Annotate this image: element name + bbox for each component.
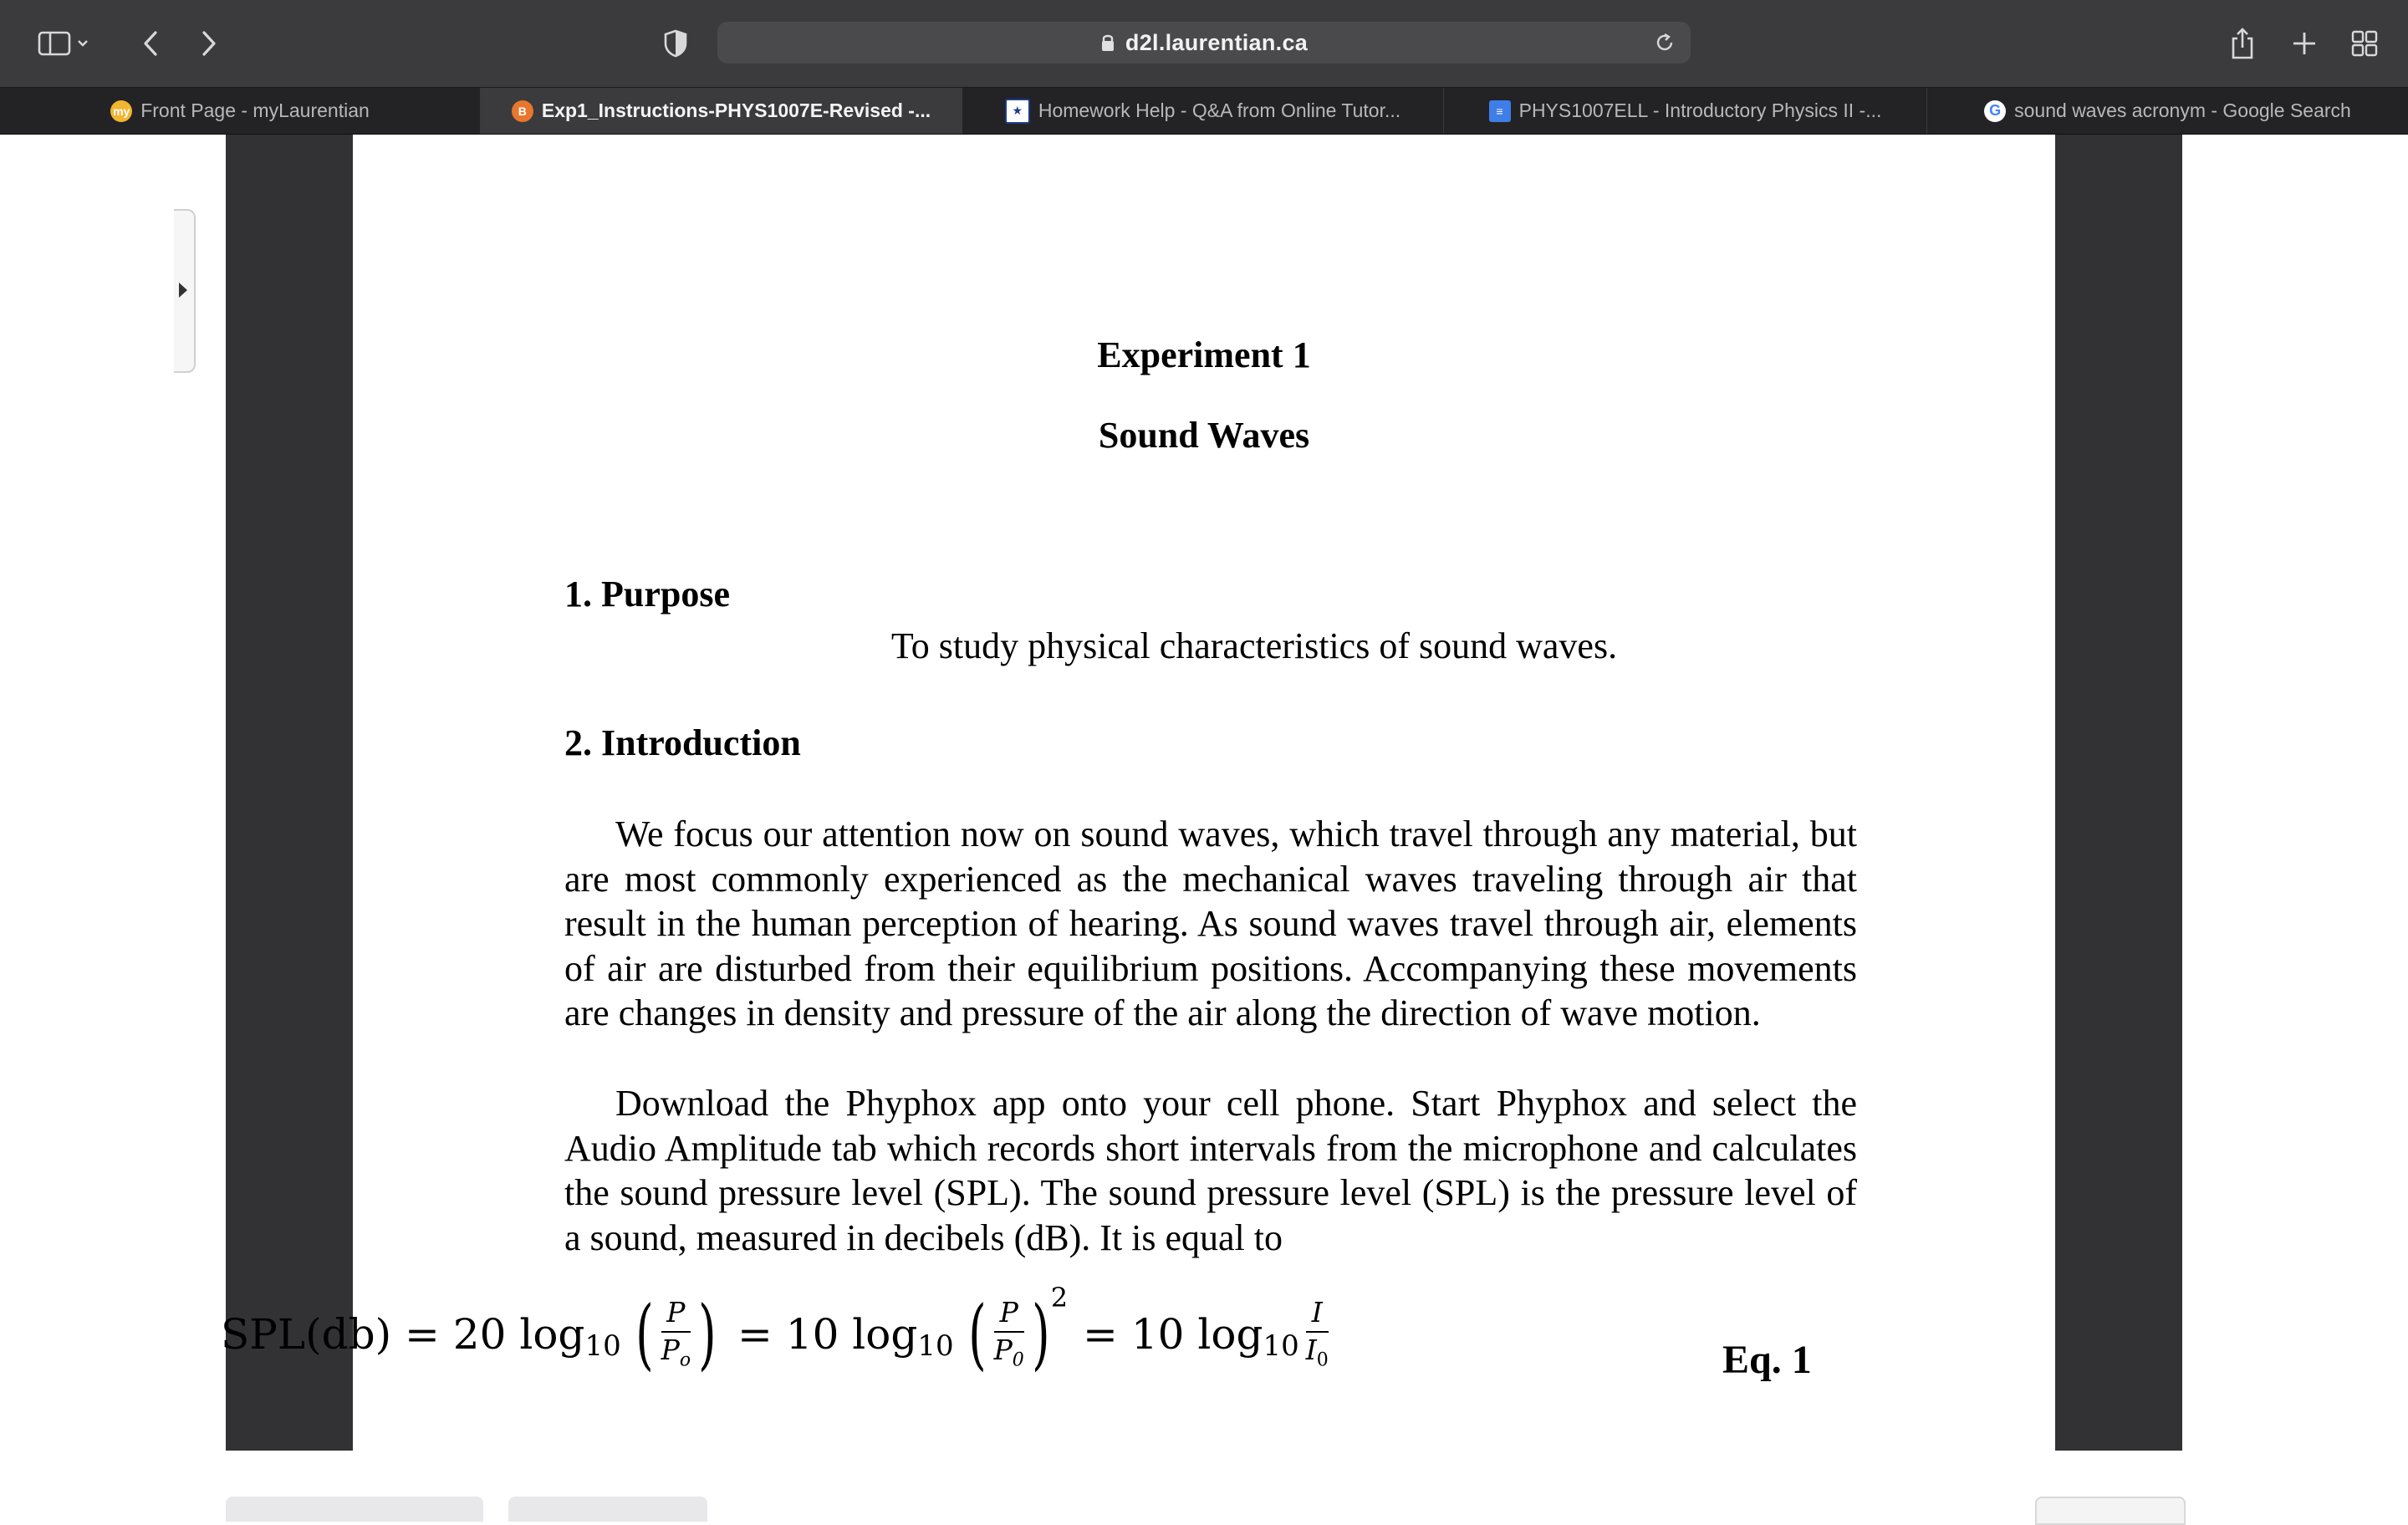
new-tab-button[interactable]	[2288, 18, 2321, 69]
triangle-right-icon	[177, 281, 189, 299]
tab-label: sound waves acronym - Google Search	[2014, 99, 2351, 121]
forward-button[interactable]	[192, 18, 226, 69]
grid-icon	[2350, 29, 2379, 58]
intro-paragraph-1: We focus our attention now on sound waves, which travel through any material, but are most commonly experienced as the mechanical waves traveling through air that result in the human perception of hearing. As sound waves travel through air, elements of air are disturbed from their equilibrium positions. Accompanying these movements are changes in density and pressure of the air along the direction of wave motion.	[564, 814, 1857, 1034]
sidebar-toggle-button[interactable]	[30, 18, 97, 69]
tab-label: Exp1_Instructions-PHYS1007E-Revised -...	[541, 99, 931, 121]
document-title: Experiment 1	[1097, 334, 1311, 375]
log-base: 10	[1263, 1329, 1299, 1363]
tab-bar	[0, 88, 2408, 135]
url-text: d2l.laurentian.ca	[1125, 29, 1309, 55]
tab-exp1-instructions[interactable]	[480, 88, 962, 134]
address-bar[interactable]	[717, 22, 1691, 64]
section-heading-purpose: 1. Purpose	[564, 574, 730, 615]
tab-label: Front Page - myLaurentian	[140, 99, 370, 121]
pressure-ratio: $\frac{P}{P_o}$	[661, 1296, 691, 1371]
plus-icon	[2291, 30, 2318, 57]
equation-lhs: SPL(db) = 20 log	[221, 1310, 585, 1359]
brightspace-icon: B	[512, 100, 533, 122]
pressure-ratio-squared: $\frac{P}{P_0}$	[993, 1296, 1024, 1371]
tab-homework-help[interactable]	[962, 88, 1443, 134]
spl-equation: SPL(db) = 20 log 10 ( $\frac{P}{P_o}$ ) = 10 log 10 ( $\frac{P}{P_0}$ ) 2 = 10 log 10 $\frac{I}{I_0}$	[221, 1282, 1329, 1379]
sidebar-handle[interactable]	[174, 209, 196, 373]
reload-icon[interactable]	[1654, 32, 1676, 54]
share-icon	[2229, 27, 2256, 60]
chevron-left-icon	[139, 28, 162, 59]
chevron-down-icon	[74, 35, 91, 52]
google-icon: G	[1984, 100, 2006, 122]
tab-overview-button[interactable]	[2348, 18, 2381, 69]
intensity-ratio: $\frac{I}{I_0}$	[1305, 1296, 1329, 1371]
log-base: 10	[584, 1329, 621, 1363]
pdf-viewer-gutter-right	[2055, 135, 2182, 1451]
share-button[interactable]	[2226, 18, 2259, 69]
lock-icon	[1100, 33, 1115, 53]
privacy-report-button[interactable]	[659, 18, 692, 69]
pdf-page	[353, 135, 2055, 1451]
chevron-right-icon	[197, 28, 221, 59]
page-content	[0, 135, 2408, 1505]
equation-middle: = 10 log	[737, 1310, 918, 1359]
exponent: 2	[1050, 1282, 1069, 1313]
browser-toolbar	[0, 0, 2408, 88]
bottom-control-2[interactable]	[508, 1497, 707, 1522]
equation-label: Eq. 1	[1722, 1338, 1812, 1382]
intro-paragraph-2: Download the Phyphox app onto your cell phone. Start Phyphox and select the Audio Amplitude tab which records short intervals from the microphone and calculates the sound pressure level (SPL). The sound pressure level (SPL) is the pressure level of a sound, measured in decibels (dB). It is equal to	[564, 1083, 1857, 1258]
back-button[interactable]	[134, 18, 167, 69]
document-icon: ≡	[1489, 100, 1511, 122]
bottom-control-1[interactable]	[226, 1497, 483, 1522]
shield-icon	[663, 28, 688, 59]
tab-label: PHYS1007ELL - Introductory Physics II -...	[1518, 99, 1882, 121]
sidebar-icon	[36, 30, 74, 57]
tab-label: Homework Help - Q&A from Online Tutor...	[1038, 99, 1401, 121]
bottom-control-3[interactable]	[2035, 1497, 2186, 1525]
section-heading-introduction: 2. Introduction	[564, 722, 801, 763]
tab-front-page[interactable]	[0, 88, 480, 134]
purpose-text: To study physical characteristics of sound waves.	[890, 625, 1618, 666]
log-base: 10	[917, 1329, 954, 1363]
pdf-viewer-gutter-left	[226, 135, 353, 1451]
mylaurentian-icon: my	[110, 100, 132, 122]
equation-rhs: = 10 log	[1083, 1310, 1263, 1359]
tab-google-search[interactable]	[1926, 88, 2408, 134]
star-icon: ★	[1005, 99, 1030, 124]
document-subtitle: Sound Waves	[1098, 415, 1310, 456]
tab-phys1007ell[interactable]	[1443, 88, 1926, 134]
